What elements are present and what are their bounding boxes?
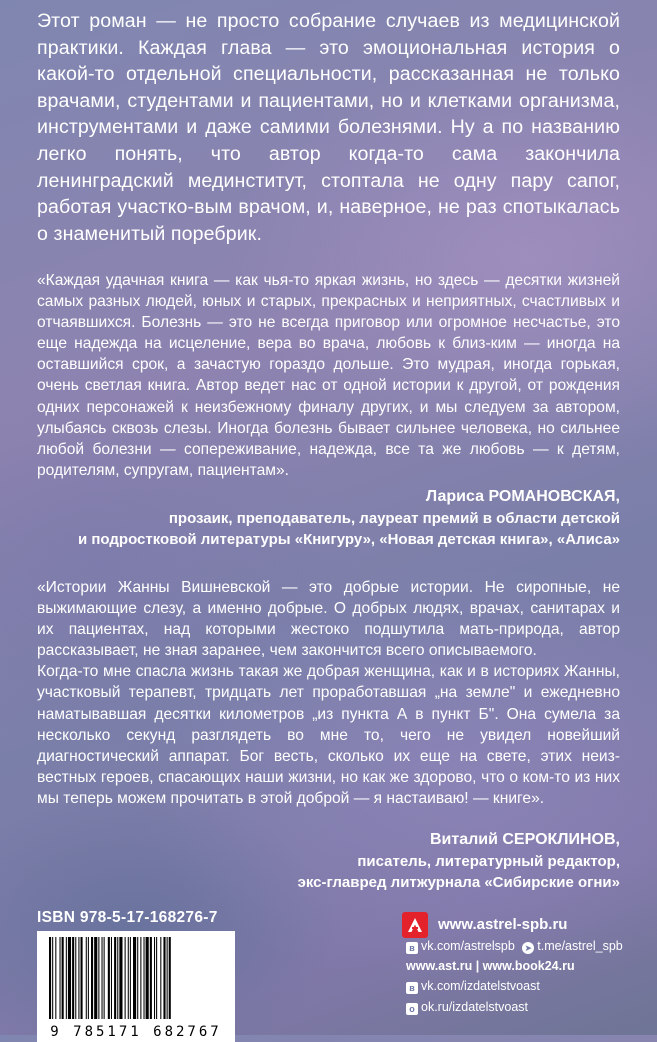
barcode-bar bbox=[55, 937, 56, 1019]
barcode-bars bbox=[49, 937, 223, 1019]
review-author: Лариса РОМАНОВСКАЯ, bbox=[425, 488, 620, 505]
isbn-number: ISBN 978-5-17-168276-7 bbox=[37, 909, 218, 926]
barcode-bar bbox=[160, 937, 161, 1019]
review-text: «Каждая удачная книга — как чья-то яркая жизнь, но здесь — десятки жизней самых разных людей, юных и старых, прекрасных и неприятных, счастливых и отчаявшихся. Болезнь — это не всегда приговор или огромное несчастье, это еще надежда на исцеление, вера во врача, любовь к близ-ким — иногда на оставшийся срок, а зачастую гораздо дольше. Это мудрая, иногда горькая, очень светлая книга. Автор ведет нас от одной истории к другой, от рождения одних персонажей к неизбежному финалу других, и мы следуем за автором, улыбаясь сквозь слезы. Иногда болезнь бывает сильнее человека, но сильнее любой болезни — сопереживание, надежда, все та же любовь — к детям, родителям, супругам, пациентам». bbox=[37, 272, 620, 479]
telegram-link[interactable]: t.me/astrel_spb bbox=[537, 939, 623, 953]
barcode-bar bbox=[140, 937, 141, 1019]
review-author-role: экс-главред литжурнала «Сибирские огни» bbox=[297, 874, 620, 891]
telegram-icon: ➤ bbox=[522, 942, 534, 954]
barcode-bar bbox=[52, 937, 53, 1019]
barcode-bar bbox=[146, 937, 149, 1019]
review-seroklinov bbox=[37, 577, 620, 809]
barcode-bar bbox=[75, 937, 76, 1019]
barcode-bar bbox=[163, 937, 165, 1019]
review-author-role: писатель, литературный редактор, bbox=[357, 852, 620, 870]
barcode-bar bbox=[98, 937, 99, 1019]
isbn-block bbox=[37, 909, 237, 1042]
barcode-bar bbox=[108, 937, 110, 1019]
vk-icon: в bbox=[406, 942, 418, 954]
astrel-a-icon bbox=[406, 916, 424, 934]
barcode-bar bbox=[68, 937, 71, 1019]
barcode-bar bbox=[60, 937, 61, 1019]
review-attribution bbox=[37, 486, 620, 551]
barcode-bar bbox=[154, 937, 155, 1019]
barcode-bar bbox=[144, 937, 145, 1019]
barcode-bar bbox=[94, 937, 97, 1019]
barcode-bar bbox=[119, 937, 122, 1019]
barcode bbox=[37, 931, 235, 1042]
review-text: «Истории Жанны Вишневской — это добрые истории. Не сиропные, не выжимающие слезу, а именно добрые. О добрых людях, врачах, санитарах и их пациентах, над которыми жестоко подшутила мать-природа, автор рассказывает, не зная заранее, чем закончится всего описываемого. bbox=[37, 579, 620, 660]
barcode-bar bbox=[91, 937, 93, 1019]
barcode-bar bbox=[150, 937, 152, 1019]
barcode-bar bbox=[88, 937, 89, 1019]
publisher-sites-link[interactable]: www.ast.ru | www.book24.ru bbox=[406, 959, 575, 973]
barcode-bar bbox=[117, 937, 118, 1019]
vk-link[interactable]: vk.com/astrelspb bbox=[421, 939, 515, 953]
publisher-website-link[interactable]: www.astrel-spb.ru bbox=[438, 916, 568, 933]
barcode-bar bbox=[49, 937, 51, 1019]
barcode-bar bbox=[66, 937, 67, 1019]
social-line-ok bbox=[406, 1000, 528, 1015]
vk-link[interactable]: vk.com/izdatelstvoast bbox=[421, 979, 540, 993]
barcode-bar bbox=[78, 937, 79, 1019]
barcode-bar bbox=[130, 937, 131, 1019]
review-author-role: прозаик, преподаватель, лауреат премий в области детской bbox=[168, 509, 620, 527]
social-line-vk-tg bbox=[406, 939, 623, 954]
review-romanovskaya bbox=[37, 270, 620, 481]
barcode-bar bbox=[102, 937, 103, 1019]
barcode-bar bbox=[114, 937, 116, 1019]
barcode-digits: 9 785171 682767 bbox=[50, 1024, 222, 1040]
barcode-bar bbox=[133, 937, 136, 1019]
intro-paragraph: Этот роман — не просто собрание случаев из медицинской практики. Каждая глава — это эмоциональная история о какой-то отдельной специальности, рассказанная не только врачами, студентами и пациентами, но и клетками организма, инструментами и даже самими болезнями. Ну а по названию легко понять, что автор когда-то сама закончила ленинградский мединститут, стоптала не одну пару сапог, работая участко-вым врачом, и, наверное, не раз спотыкалась о знаменитый поребрик. bbox=[37, 10, 620, 245]
barcode-bar bbox=[111, 937, 112, 1019]
barcode-bar bbox=[128, 937, 129, 1019]
barcode-bar bbox=[86, 937, 87, 1019]
review-author: Виталий СЕРОКЛИНОВ, bbox=[429, 831, 620, 848]
review-text: Когда-то мне спасла жизнь такая же добрая женщина, как и в историях Жанны, участковый терапевт, тридцать лет проработавшая „на земле" и ежедневно наматывавшая десятки километров „из пункта А в пункт Б". Она сумела за несколько секунд разглядеть во мне то, чего не увидел новейший диагностический аппарат. Бог весть, сколько их еще на свете, этих неиз-вестных героев, спасающих наши жизни, но как же здорово, что о ком-то из них мы теперь можем прочитать в этой доброй — я настаиваю! — книге». bbox=[37, 663, 620, 807]
social-line-vk bbox=[406, 979, 540, 994]
review-author-role: и подростковой литературы «Книгуру», «Новая детская книга», «Алиса» bbox=[77, 531, 620, 548]
barcode-bar bbox=[81, 937, 83, 1019]
ok-link[interactable]: ok.ru/izdatelstvoast bbox=[421, 1000, 528, 1014]
barcode-bar bbox=[62, 937, 64, 1019]
publisher-logo-icon bbox=[402, 912, 428, 938]
barcode-bar bbox=[169, 937, 171, 1019]
barcode-bar bbox=[137, 937, 138, 1019]
review-attribution bbox=[37, 829, 620, 894]
barcode-bar bbox=[156, 937, 157, 1019]
barcode-bar bbox=[125, 937, 126, 1019]
vk-icon: в bbox=[406, 982, 418, 994]
barcode-bar bbox=[72, 937, 74, 1019]
barcode-bar bbox=[167, 937, 168, 1019]
ok-icon: о bbox=[406, 1003, 418, 1015]
barcode-bar bbox=[104, 937, 105, 1019]
